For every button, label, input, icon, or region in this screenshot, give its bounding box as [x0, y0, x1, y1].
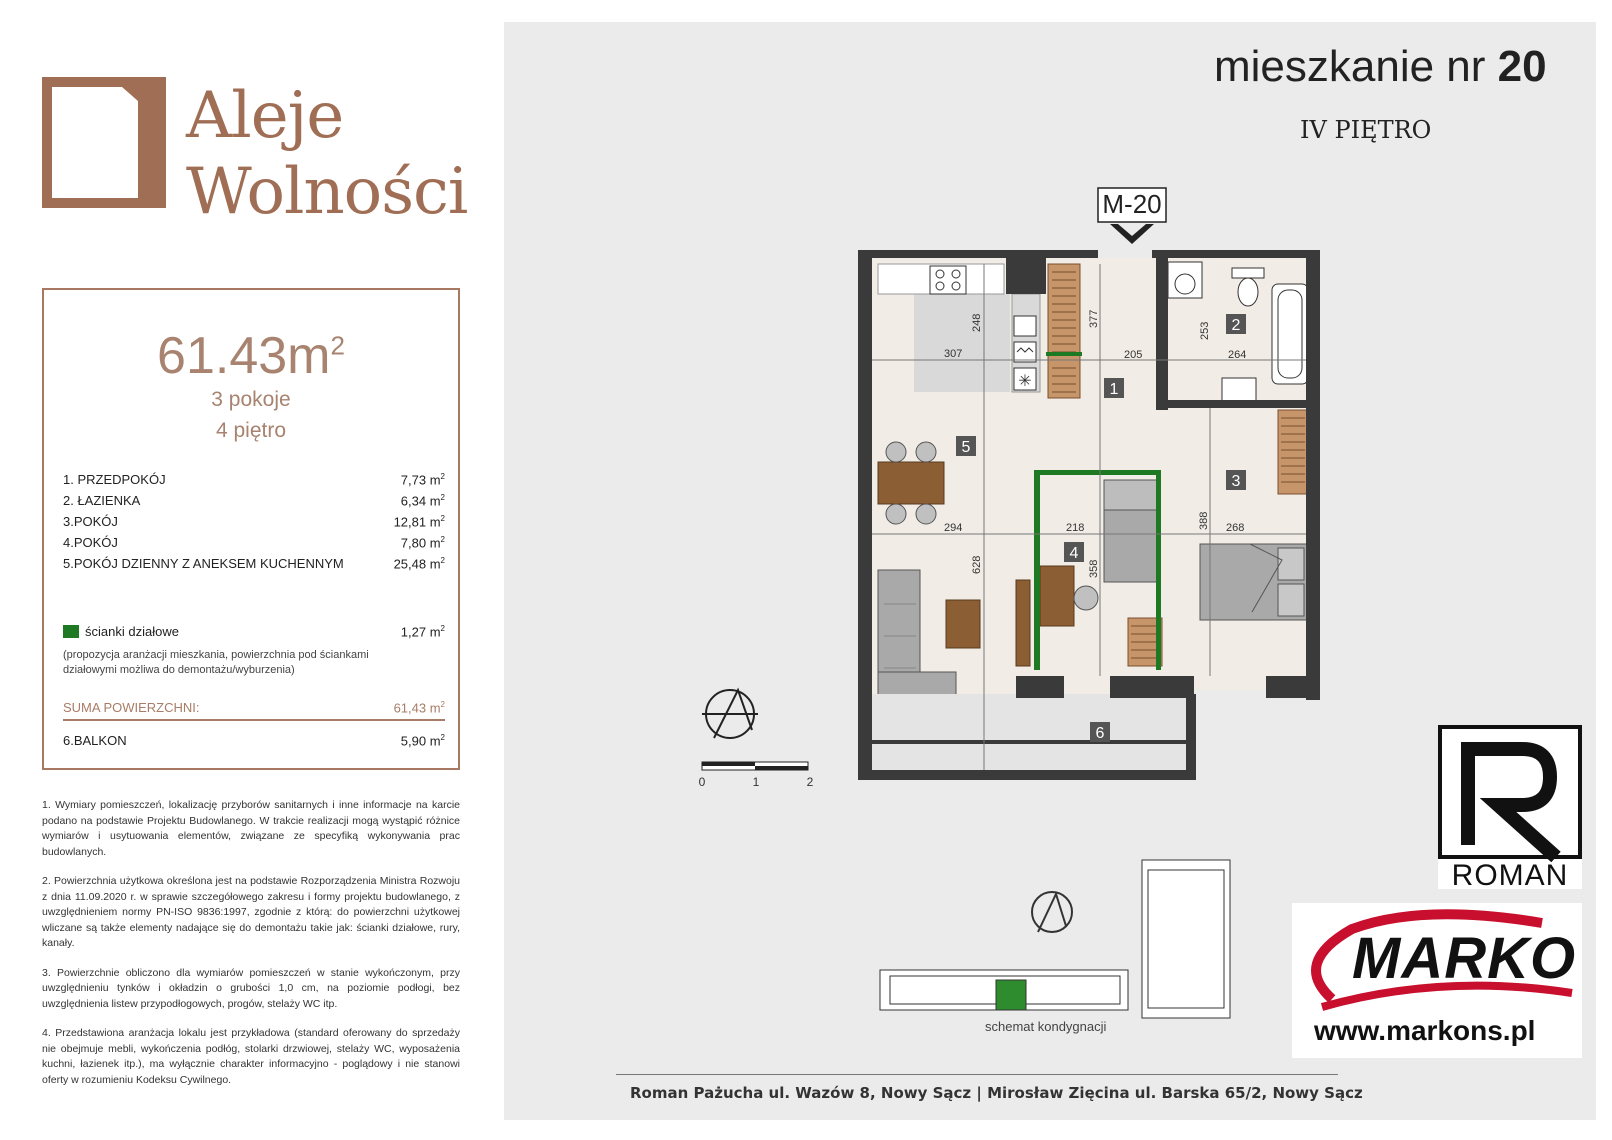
room-number: 2 — [1231, 317, 1241, 334]
total-area-unit-sup: 2 — [330, 330, 345, 361]
note-item: 3. Powierzchnie obliczono dla wymiarów pomieszczeń w stanie wykończonym, przy uwzględnieniu tynków i okładzin o grubości 1,0 cm, na poziomie podłogi, bez uwzględnienia listew przypodłogowych, progów, stelaży WC itp. — [42, 966, 460, 1010]
aleje-wolnosci-logo-icon — [42, 77, 166, 208]
room-number: 4 — [1069, 545, 1079, 562]
footer-contacts: Roman Pażucha ul. Wazów 8, Nowy Sącz | Mirosław Zięcina ul. Barska 65/2, Nowy Sącz — [630, 1084, 1363, 1102]
floor-level: 4 piętro — [215, 419, 287, 442]
dim-label: 628 — [971, 555, 983, 574]
marko-logo-text: MARKO — [1352, 926, 1577, 991]
bed — [1200, 544, 1308, 620]
svg-text:✳: ✳ — [1018, 371, 1032, 390]
entrance-tag — [1098, 188, 1166, 244]
rooms-count: 3 pokoje — [211, 388, 291, 411]
brand-name-line1: Aleje — [186, 79, 344, 153]
room-area: 7,80 $m^2$ — [400, 535, 445, 551]
scale-label: 0 — [698, 775, 706, 789]
footer-divider — [616, 1074, 1338, 1075]
coffee-table — [946, 600, 980, 648]
dim-label: 248 — [971, 313, 983, 332]
wardrobe-hall — [1048, 264, 1080, 398]
stove-icon — [930, 266, 966, 294]
kitchen-counter — [914, 294, 1010, 392]
roman-logo — [1438, 725, 1582, 892]
sink-icon — [1014, 316, 1036, 336]
fridge-icon — [1014, 368, 1036, 390]
dim-label: 388 — [1198, 511, 1210, 530]
partition-note: (propozycja aranżacji mieszkania, powierzchnia pod ściankami działowymi możliwa do demontażu/wyburzenia) — [63, 649, 369, 676]
balcony-label: 6.BALKON — [63, 733, 127, 748]
partition-wall — [1046, 352, 1082, 356]
note-item: 4. Przedstawiona aranżacja lokalu jest przykładowa (standard oferowany do sprzedaży nie obejmuje mebli, wykończenia podłóg, stolarki drzwiowej, stelaży WC, wyposażenia kuchni, łazienek itp.), ma wyłącznie charakter informacyjno - poglądowy i nie stanowi oferty w rozumieniu Kodeksu Cywilnego. — [42, 1027, 460, 1086]
roman-logo-text: ROMAN — [1451, 859, 1569, 892]
note-item: 2. Powierzchnia użytkowa określona jest na podstawie Rozporządzenia Ministra Rozwoju z dnia 11.09.2020 r. w sprawie szczegółowego zakresu i formy projektu budowlanego, z uwzględnieniem normy PN-ISO 9836:1997, zgodnie z którą: do powierzchni użytkowej wliczane są także elementy nadające się do demontażu takie jak: ścianki działowe, rury, kanały. — [42, 875, 461, 949]
total-area — [44, 326, 458, 386]
brand-name — [186, 78, 467, 230]
room-area: 6,34 $m^2$ — [400, 493, 445, 509]
total-area-value: 61.43m — [157, 327, 331, 385]
total-value: 61,43 $m^2$ — [393, 700, 445, 716]
title-prefix: mieszkanie nr — [1214, 42, 1486, 91]
room-row — [63, 472, 445, 492]
room-area: 12,81 $m^2$ — [393, 514, 445, 530]
scale-label: 1 — [752, 775, 760, 789]
room-area: 25,48 $m^2$ — [393, 556, 445, 572]
partition-legend-swatch — [63, 625, 79, 638]
room-label: 4.POKÓJ — [63, 535, 118, 550]
room-row — [63, 514, 445, 534]
compass-icon — [702, 690, 758, 738]
floor-label: IV PIĘTRO — [1300, 116, 1432, 144]
dim-label: 218 — [1066, 522, 1085, 534]
partition-row — [63, 624, 445, 644]
entrance-tag-text: M-20 — [1102, 189, 1162, 219]
dim-label: 377 — [1088, 309, 1100, 328]
room-label: 2. ŁAZIENKA — [63, 493, 141, 508]
balcony-row — [63, 733, 445, 753]
room-label: 3.POKÓJ — [63, 514, 118, 529]
total-row — [63, 700, 445, 721]
room-row — [63, 535, 445, 555]
room-number: 5 — [961, 439, 971, 456]
dim-label: 358 — [1088, 559, 1100, 578]
room-number: 6 — [1095, 725, 1105, 742]
dim-label: 205 — [1124, 349, 1143, 361]
scale-label: 2 — [806, 775, 814, 789]
note-item: 1. Wymiary pomieszczeń, lokalizację przyborów sanitarnych i inne informacje na karcie podano na podstawie Projektu Budowlanego. W trakcie realizacji mogą wystąpić różnice wymiarów i usytuowania elementów, związane ze specyfiką wykonywania prac budowlanych. — [42, 799, 460, 858]
scale-bar — [699, 762, 814, 789]
room-label: 1. PRZEDPOKÓJ — [63, 472, 166, 487]
room-number: 3 — [1231, 473, 1241, 490]
disclaimer-notes — [42, 798, 460, 1102]
room-row — [63, 556, 445, 576]
room-row — [63, 493, 445, 513]
balcony-surface — [872, 694, 1190, 774]
wardrobe-room3 — [1278, 410, 1308, 494]
room-label: 5.POKÓJ DZIENNY Z ANEKSEM KUCHENNYM — [63, 556, 344, 571]
dim-label: 307 — [944, 348, 963, 360]
schematic-label: schemat kondygnacji — [985, 1019, 1107, 1034]
floor-schematic — [880, 860, 1230, 1018]
brand-name-line2: Wolności — [186, 155, 468, 229]
total-label: SUMA POWIERZCHNI: — [63, 700, 200, 715]
apartment-info-box — [42, 288, 460, 770]
dim-label: 268 — [1226, 522, 1245, 534]
marko-url: www.markons.pl — [1314, 1015, 1536, 1046]
room-number: 1 — [1109, 381, 1119, 398]
dim-label: 294 — [944, 522, 963, 534]
partition-label: ścianki działowe — [63, 624, 179, 644]
partition-area: 1,27 $m^2$ — [400, 624, 445, 640]
balcony-area: 5,90 $m^2$ — [400, 733, 445, 749]
room-area: 7,73 $m^2$ — [400, 472, 445, 488]
apartment-number: 20 — [1497, 42, 1547, 91]
dim-label: 253 — [1199, 321, 1211, 340]
dishwasher-icon — [1014, 342, 1036, 362]
dim-label: 264 — [1228, 349, 1247, 361]
marko-logo — [1292, 903, 1582, 1058]
